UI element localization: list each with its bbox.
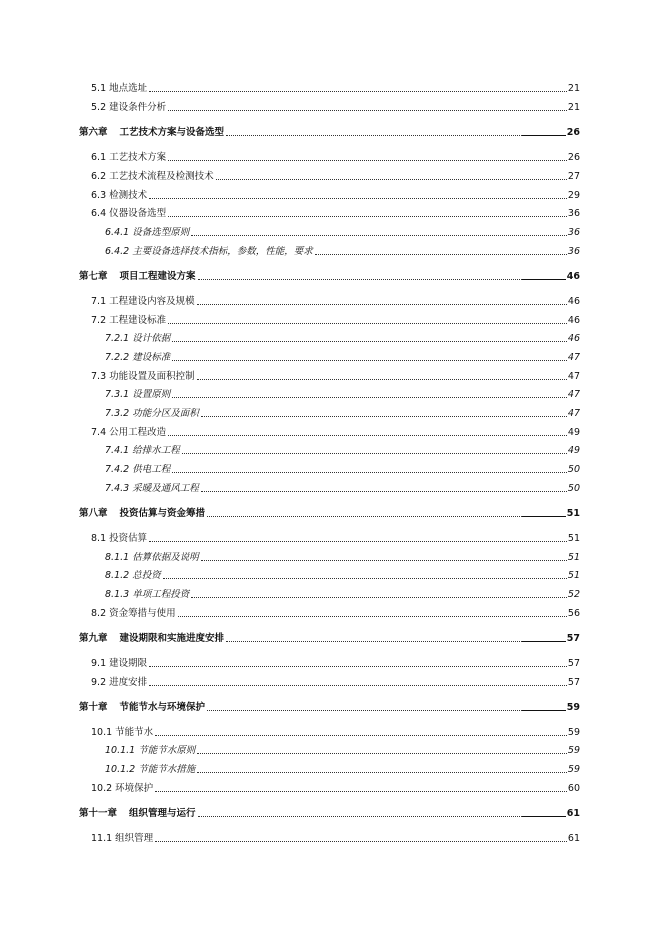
toc-entry[interactable] xyxy=(91,606,580,620)
toc-entry-page: 51 xyxy=(567,533,580,544)
chapter-number: 第六章 xyxy=(79,127,108,138)
toc-entry-page: 46 xyxy=(567,296,580,307)
toc-chapter[interactable] xyxy=(79,125,580,139)
dot-leader xyxy=(226,641,566,642)
toc-entry-label: 9.2 进度安排 xyxy=(91,677,148,688)
toc-entry-label: 7.2 工程建设标准 xyxy=(91,315,167,326)
toc-subentry-page: 50 xyxy=(567,483,580,494)
chapter-title: 组织管理与运行 xyxy=(129,808,196,819)
toc-chapter-label xyxy=(79,808,197,820)
dot-leader xyxy=(198,279,566,280)
toc-entry[interactable] xyxy=(91,294,580,308)
toc-entry-label: 5.1 地点选址 xyxy=(91,83,148,94)
toc-entry[interactable] xyxy=(91,531,580,545)
toc-entry-label: 10.2 环境保护 xyxy=(91,783,154,794)
toc-entry-label: 7.1 工程建设内容及规模 xyxy=(91,296,195,307)
dot-leader xyxy=(172,397,567,398)
toc-subentry-label: 7.4.3 采暖及通风工程 xyxy=(105,483,199,494)
toc-subentry[interactable] xyxy=(105,481,580,495)
toc-subentry-page: 52 xyxy=(567,589,580,600)
toc-entry[interactable] xyxy=(91,313,580,327)
toc-entry-page: 57 xyxy=(567,658,580,669)
toc-subentry-label: 7.4.2 供电工程 xyxy=(105,464,171,475)
toc-entry[interactable] xyxy=(91,656,580,670)
toc-entry[interactable] xyxy=(91,206,580,220)
chapter-title: 工艺技术方案与设备选型 xyxy=(119,127,225,138)
toc-entry-page: 57 xyxy=(567,677,580,688)
toc-entry-label: 11.1 组织管理 xyxy=(91,833,154,844)
toc-subentry[interactable] xyxy=(105,387,580,401)
dot-leader xyxy=(149,198,567,199)
toc-entry-label: 8.2 资金筹措与使用 xyxy=(91,608,176,619)
toc-subentry-label: 8.1.3 单项工程投资 xyxy=(105,589,190,600)
chapter-title: 建设期限和实施进度安排 xyxy=(119,633,225,644)
toc-subentry[interactable] xyxy=(105,550,580,564)
toc-subentry-label: 7.3.1 设置原则 xyxy=(105,389,171,400)
toc-entry-page: 47 xyxy=(567,371,580,382)
toc-subentry-page: 51 xyxy=(567,552,580,563)
toc-entry[interactable] xyxy=(91,425,580,439)
toc-subentry-page: 46 xyxy=(567,333,580,344)
toc-chapter[interactable] xyxy=(79,269,580,283)
dot-leader xyxy=(155,791,567,792)
dot-leader xyxy=(172,472,567,473)
toc-entry-label: 7.3 功能设置及面积控制 xyxy=(91,371,195,382)
dot-leader xyxy=(197,753,567,754)
dot-leader xyxy=(178,616,567,617)
toc-entry[interactable] xyxy=(91,725,580,739)
toc-entry-label: 6.3 检测技术 xyxy=(91,190,148,201)
toc-subentry-label: 10.1.2 节能节水措施 xyxy=(105,764,196,775)
toc-subentry-page: 36 xyxy=(567,227,580,238)
toc-chapter-label xyxy=(79,127,225,139)
toc-entry-page: 27 xyxy=(567,171,580,182)
dot-leader xyxy=(197,772,567,773)
toc-subentry-page: 47 xyxy=(567,352,580,363)
toc-entry[interactable] xyxy=(91,831,580,845)
toc-subentry-label: 8.1.1 估算依据及说明 xyxy=(105,552,199,563)
toc-subentry-page: 50 xyxy=(567,464,580,475)
toc-entry-page: 61 xyxy=(567,833,580,844)
dot-leader xyxy=(149,541,567,542)
toc-subentry-page: 51 xyxy=(567,570,580,581)
dot-leader xyxy=(172,360,567,361)
toc-chapter-page: 51 xyxy=(566,508,580,519)
dot-leader xyxy=(201,560,567,561)
toc-chapter-page: 61 xyxy=(566,808,580,819)
dot-leader xyxy=(191,597,567,598)
toc-entry-label: 6.4 仪器设备选型 xyxy=(91,208,167,219)
dot-leader xyxy=(168,435,567,436)
dot-leader xyxy=(207,710,566,711)
toc-subentry-label: 6.4.2 主要设备选择技术指标，参数，性能，要求 xyxy=(105,246,313,257)
dot-leader xyxy=(155,735,567,736)
toc-entry[interactable] xyxy=(91,100,580,114)
toc-chapter-page: 46 xyxy=(566,271,580,282)
toc-entry-page: 21 xyxy=(567,102,580,113)
toc-subentry-label: 8.1.2 总投资 xyxy=(105,570,161,581)
toc-subentry[interactable] xyxy=(105,331,580,345)
toc-entry[interactable] xyxy=(91,369,580,383)
dot-leader xyxy=(201,416,567,417)
toc-entry-label: 6.2 工艺技术流程及检测技术 xyxy=(91,171,214,182)
toc-subentry[interactable] xyxy=(105,350,580,364)
toc-entry-page: 59 xyxy=(567,727,580,738)
toc-subentry-label: 10.1.1 节能节水原则 xyxy=(105,745,196,756)
toc-subentry-label: 7.4.1 给排水工程 xyxy=(105,445,180,456)
toc-subentry-label: 6.4.1 设备选型原则 xyxy=(105,227,190,238)
toc-chapter-page: 59 xyxy=(566,702,580,713)
dot-leader xyxy=(163,578,567,579)
chapter-title: 投资估算与资金筹措 xyxy=(119,508,206,519)
toc-chapter[interactable] xyxy=(79,506,580,520)
toc-entry-page: 21 xyxy=(567,83,580,94)
dot-leader xyxy=(182,453,567,454)
dot-leader xyxy=(168,323,567,324)
toc-entry-page: 36 xyxy=(567,208,580,219)
toc-chapter-page: 26 xyxy=(566,127,580,138)
chapter-number: 第七章 xyxy=(79,271,108,282)
toc-chapter-label xyxy=(79,508,206,520)
toc-entry-label: 8.1 投资估算 xyxy=(91,533,148,544)
toc-entry-label: 6.1 工艺技术方案 xyxy=(91,152,167,163)
toc-entry-label: 5.2 建设条件分析 xyxy=(91,102,167,113)
toc-subentry-label: 7.2.2 建设标准 xyxy=(105,352,171,363)
toc-entry[interactable] xyxy=(91,169,580,183)
toc-entry-page: 49 xyxy=(567,427,580,438)
dot-leader xyxy=(216,179,567,180)
toc-subentry-page: 47 xyxy=(567,408,580,419)
toc-subentry[interactable] xyxy=(105,762,580,776)
toc-subentry[interactable] xyxy=(105,743,580,757)
dot-leader xyxy=(168,216,567,217)
toc-subentry-label: 7.2.1 设计依据 xyxy=(105,333,171,344)
toc-subentry[interactable] xyxy=(105,443,580,457)
toc-subentry[interactable] xyxy=(105,462,580,476)
dot-leader xyxy=(315,254,567,255)
toc-chapter[interactable] xyxy=(79,806,580,820)
toc-entry[interactable] xyxy=(91,188,580,202)
dot-leader xyxy=(149,666,567,667)
toc-subentry-page: 59 xyxy=(567,745,580,756)
dot-leader xyxy=(155,841,567,842)
toc-subentry[interactable] xyxy=(105,225,580,239)
toc-subentry-page: 49 xyxy=(567,445,580,456)
toc-entry-page: 60 xyxy=(567,783,580,794)
dot-leader xyxy=(168,110,567,111)
dot-leader xyxy=(168,160,567,161)
dot-leader xyxy=(149,91,567,92)
toc-subentry[interactable] xyxy=(105,587,580,601)
toc-subentry-page: 47 xyxy=(567,389,580,400)
chapter-number: 第八章 xyxy=(79,508,108,519)
toc-chapter-label xyxy=(79,633,225,645)
toc-entry[interactable] xyxy=(91,675,580,689)
toc-chapter[interactable] xyxy=(79,631,580,645)
toc-subentry-page: 36 xyxy=(567,246,580,257)
toc-subentry[interactable] xyxy=(105,568,580,582)
dot-leader xyxy=(197,379,567,380)
chapter-number: 第九章 xyxy=(79,633,108,644)
toc-entry-label: 9.1 建设期限 xyxy=(91,658,148,669)
dot-leader xyxy=(207,516,566,517)
chapter-number: 第十章 xyxy=(79,702,108,713)
toc-chapter-label xyxy=(79,271,197,283)
dot-leader xyxy=(149,685,567,686)
toc-subentry-page: 59 xyxy=(567,764,580,775)
toc-entry-page: 56 xyxy=(567,608,580,619)
toc-entry-page: 29 xyxy=(567,190,580,201)
toc-entry[interactable] xyxy=(91,81,580,95)
toc-chapter[interactable] xyxy=(79,700,580,714)
dot-leader xyxy=(226,135,566,136)
toc-entry[interactable] xyxy=(91,781,580,795)
toc-entry[interactable] xyxy=(91,150,580,164)
chapter-number: 第十一章 xyxy=(79,808,118,819)
chapter-title: 项目工程建设方案 xyxy=(119,271,196,282)
toc-subentry[interactable] xyxy=(105,406,580,420)
toc-entry-page: 26 xyxy=(567,152,580,163)
toc-chapter-label xyxy=(79,702,206,714)
dot-leader xyxy=(197,304,567,305)
toc-entry-page: 46 xyxy=(567,315,580,326)
toc-chapter-page: 57 xyxy=(566,633,580,644)
toc-entry-label: 10.1 节能节水 xyxy=(91,727,154,738)
dot-leader xyxy=(198,816,566,817)
toc-entry-label: 7.4 公用工程改造 xyxy=(91,427,167,438)
dot-leader xyxy=(191,235,567,236)
dot-leader xyxy=(201,491,567,492)
chapter-title: 节能节水与环境保护 xyxy=(119,702,206,713)
toc-subentry-label: 7.3.2 功能分区及面积 xyxy=(105,408,199,419)
toc-subentry[interactable] xyxy=(105,244,580,258)
dot-leader xyxy=(172,341,567,342)
